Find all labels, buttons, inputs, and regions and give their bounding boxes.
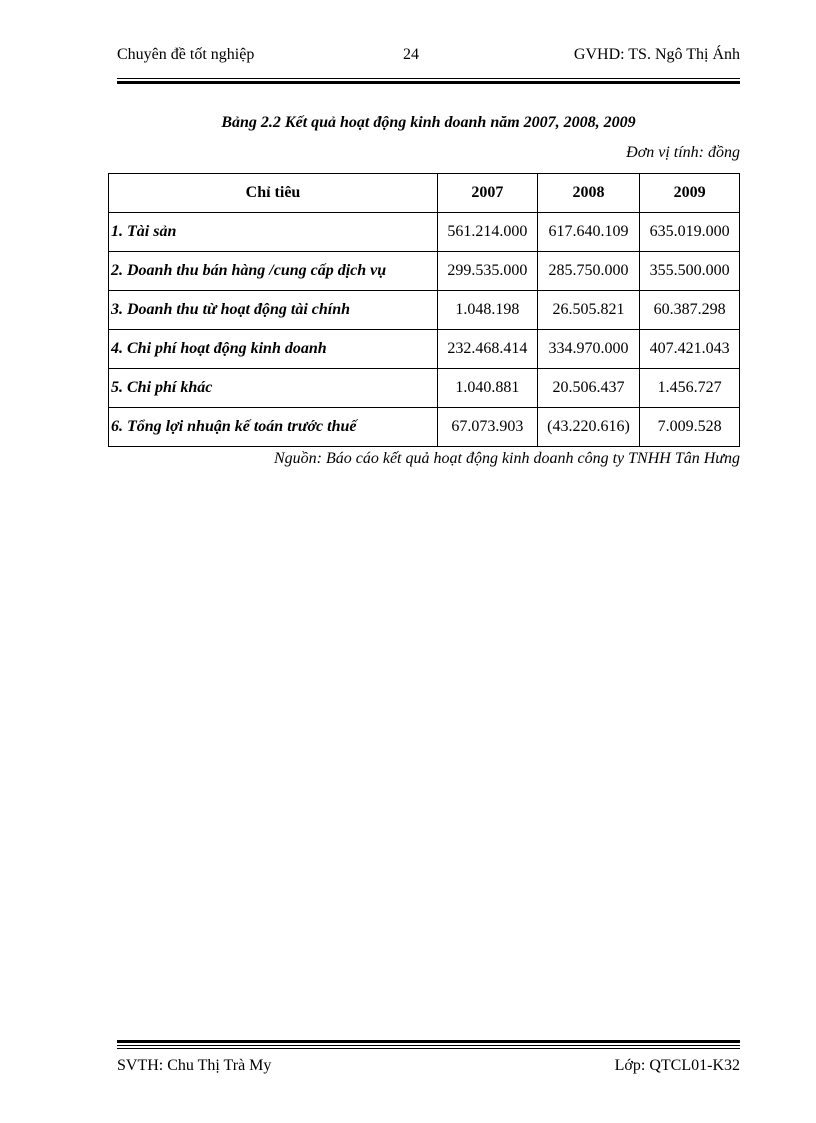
header-document-title: Chuyên đề tốt nghiệp: [117, 46, 255, 63]
column-header: 2009: [640, 174, 740, 213]
table-cell: 299.535.000: [438, 252, 538, 291]
table-cell: 7.009.528: [640, 408, 740, 447]
column-header: 2008: [537, 174, 640, 213]
table-row: [109, 291, 740, 330]
table-cell: (43.220.616): [537, 408, 640, 447]
table-caption: Bảng 2.2 Kết quả hoạt động kinh doanh năm 2007, 2008, 2009: [221, 114, 636, 131]
table-cell: 407.421.043: [640, 330, 740, 369]
row-label: 1. Tài sản: [109, 213, 438, 252]
table-cell: 1.048.198: [438, 291, 538, 330]
table-row: [109, 252, 740, 291]
table-cell: 67.073.903: [438, 408, 538, 447]
header-rule: [117, 78, 740, 84]
table-cell: 20.506.437: [537, 369, 640, 408]
table-cell: 635.019.000: [640, 213, 740, 252]
row-label: 6. Tổng lợi nhuận kế toán trước thuế: [109, 408, 438, 447]
row-label: 5. Chi phí khác: [109, 369, 438, 408]
table-cell: 355.500.000: [640, 252, 740, 291]
table-cell: 26.505.821: [537, 291, 640, 330]
unit-note: Đơn vị tính: đồng: [626, 144, 740, 161]
table-cell: 285.750.000: [537, 252, 640, 291]
page-header: [117, 46, 740, 70]
table-cell: 617.640.109: [537, 213, 640, 252]
table-header-row: [109, 174, 740, 213]
footer-rule: [117, 1040, 740, 1049]
table-cell: 1.040.881: [438, 369, 538, 408]
table-row: [109, 330, 740, 369]
table-cell: 232.468.414: [438, 330, 538, 369]
header-supervisor: GVHD: TS. Ngô Thị Ánh: [573, 46, 740, 63]
page-number: 24: [403, 46, 419, 63]
table-row: [109, 369, 740, 408]
row-label: 2. Doanh thu bán hàng /cung cấp dịch vụ: [109, 252, 438, 291]
business-results-table: [108, 173, 740, 447]
footer-class: Lớp: QTCL01-K32: [614, 1057, 740, 1074]
row-label: 3. Doanh thu từ hoạt động tài chính: [109, 291, 438, 330]
footer-student: SVTH: Chu Thị Trà My: [117, 1057, 272, 1074]
source-note: Nguồn: Báo cáo kết quả hoạt động kinh doanh công ty TNHH Tân Hưng: [273, 450, 740, 467]
column-header: 2007: [438, 174, 538, 213]
table-row: [109, 408, 740, 447]
table-cell: 561.214.000: [438, 213, 538, 252]
table-cell: 1.456.727: [640, 369, 740, 408]
table-row: [109, 213, 740, 252]
column-header: Chỉ tiêu: [109, 174, 438, 213]
row-label: 4. Chi phí hoạt động kinh doanh: [109, 330, 438, 369]
table-cell: 60.387.298: [640, 291, 740, 330]
table-cell: 334.970.000: [537, 330, 640, 369]
